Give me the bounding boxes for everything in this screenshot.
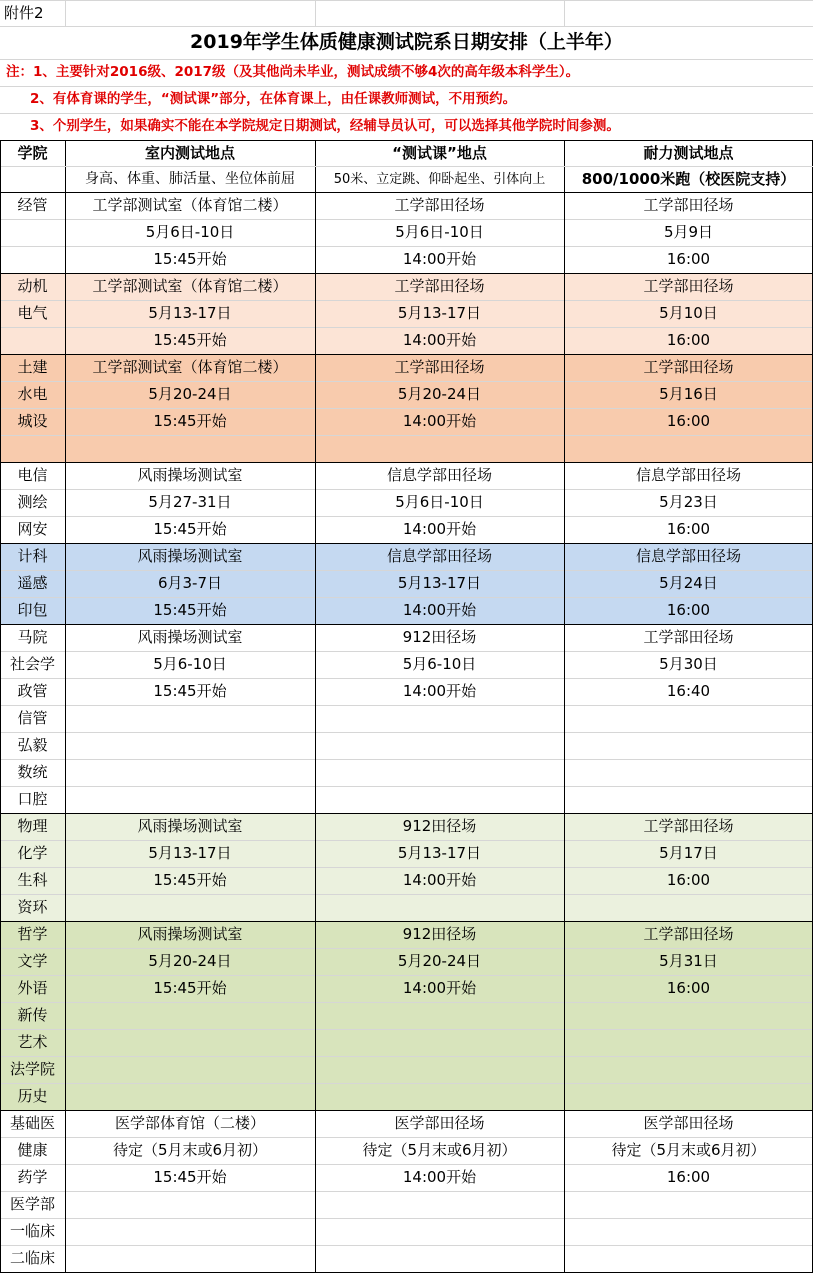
indoor-time: 15:45开始	[153, 871, 227, 889]
class-location: 工学部田径场	[394, 358, 485, 376]
class-time: 14:00开始	[402, 250, 477, 268]
indoor-location: 工学部测试室（体育馆二楼）	[92, 196, 288, 214]
header-class-items: 50米、立定跳、仰卧起坐、引体向上	[333, 171, 546, 187]
indoor-time: 15:45开始	[153, 520, 227, 538]
endurance-time: 16:00	[666, 250, 711, 268]
class-location: 医学部田径场	[394, 1114, 485, 1132]
endurance-location: 工学部田径场	[643, 628, 734, 646]
gridline	[0, 1056, 813, 1057]
gridline	[0, 0, 813, 1]
page-title: 2019年学生体质健康测试院系日期安排（上半年）	[190, 31, 623, 53]
college-name: 历史	[17, 1087, 48, 1105]
indoor-location: 工学部测试室（体育馆二楼）	[92, 277, 288, 295]
college-name: 艺术	[17, 1033, 48, 1051]
header-endurance-items: 800/1000米跑（校医院支持）	[581, 169, 796, 188]
class-location: 信息学部田径场	[386, 547, 492, 565]
indoor-location: 风雨操场测试室	[137, 925, 243, 943]
class-time: 14:00开始	[402, 412, 477, 430]
indoor-date: 5月20-24日	[148, 385, 232, 403]
gridline	[0, 732, 813, 733]
college-name: 经管	[17, 196, 48, 214]
class-date: 5月6-10日	[402, 655, 477, 673]
class-location: 912田径场	[402, 925, 477, 943]
class-time: 14:00开始	[402, 601, 477, 619]
header-indoor-items: 身高、体重、肺活量、坐位体前屈	[85, 171, 295, 187]
college-name: 外语	[17, 979, 48, 997]
college-name: 社会学	[9, 655, 55, 673]
college-name: 计科	[17, 547, 48, 565]
endurance-date: 5月31日	[659, 952, 718, 970]
college-name: 水电	[17, 385, 48, 403]
class-date: 5月6日-10日	[395, 223, 484, 241]
indoor-date: 6月3-7日	[157, 574, 223, 592]
attachment-label: 附件2	[4, 3, 44, 22]
class-date: 待定（5月末或6月初）	[362, 1141, 517, 1159]
indoor-location: 风雨操场测试室	[137, 817, 243, 835]
indoor-location: 风雨操场测试室	[137, 628, 243, 646]
class-date: 5月6日-10日	[395, 493, 484, 511]
class-location: 信息学部田径场	[386, 466, 492, 484]
endurance-time: 16:00	[666, 412, 711, 430]
endurance-location: 医学部田径场	[643, 1114, 734, 1132]
endurance-time: 16:00	[666, 331, 711, 349]
endurance-date: 5月16日	[659, 385, 718, 403]
endurance-date: 5月17日	[659, 844, 718, 862]
endurance-time: 16:00	[666, 601, 711, 619]
endurance-time: 16:00	[666, 979, 711, 997]
endurance-time: 16:00	[666, 871, 711, 889]
note-3: 3、个别学生，如果确实不能在本学院规定日期测试，经辅导员认可，可以选择其他学院时间参测。	[30, 117, 620, 134]
college-name: 化学	[17, 844, 48, 862]
endurance-location: 工学部田径场	[643, 277, 734, 295]
class-time: 14:00开始	[402, 682, 477, 700]
endurance-date: 5月23日	[659, 493, 718, 511]
endurance-date: 5月30日	[659, 655, 718, 673]
college-name: 马院	[17, 628, 48, 646]
endurance-location: 工学部田径场	[643, 358, 734, 376]
college-name: 测绘	[17, 493, 48, 511]
indoor-date: 5月6-10日	[153, 655, 227, 673]
college-name: 健康	[17, 1141, 48, 1159]
gridline	[0, 786, 813, 787]
indoor-date: 5月20-24日	[148, 952, 232, 970]
college-name: 电信	[17, 466, 48, 484]
endurance-location: 信息学部田径场	[635, 466, 741, 484]
endurance-date: 5月9日	[663, 223, 714, 241]
indoor-date: 5月13-17日	[148, 844, 232, 862]
border-line	[0, 1272, 813, 1273]
indoor-time: 15:45开始	[153, 601, 227, 619]
college-name: 医学部	[9, 1195, 55, 1213]
indoor-date: 5月13-17日	[148, 304, 232, 322]
indoor-location: 工学部测试室（体育馆二楼）	[92, 358, 288, 376]
college-name: 政管	[17, 682, 48, 700]
indoor-location: 风雨操场测试室	[137, 466, 243, 484]
class-time: 14:00开始	[402, 520, 477, 538]
gridline	[315, 0, 316, 26]
college-name: 电气	[17, 304, 48, 322]
indoor-time: 15:45开始	[153, 682, 227, 700]
college-name: 土建	[17, 358, 48, 376]
class-location: 工学部田径场	[394, 196, 485, 214]
endurance-time: 16:00	[666, 520, 711, 538]
college-name: 二临床	[9, 1249, 55, 1267]
college-name: 网安	[17, 520, 48, 538]
endurance-location: 工学部田径场	[643, 196, 734, 214]
college-name: 信管	[17, 709, 48, 727]
indoor-date: 5月27-31日	[148, 493, 232, 511]
class-date: 5月13-17日	[397, 304, 482, 322]
header-college: 学院	[17, 143, 48, 162]
college-name: 动机	[17, 277, 48, 295]
college-name: 药学	[17, 1168, 48, 1186]
gridline	[0, 1029, 813, 1030]
endurance-date: 待定（5月末或6月初）	[611, 1141, 766, 1159]
college-name: 口腔	[17, 790, 48, 808]
college-name: 印包	[17, 601, 48, 619]
class-time: 14:00开始	[402, 1168, 477, 1186]
indoor-time: 15:45开始	[153, 1168, 227, 1186]
gridline	[0, 1218, 813, 1219]
endurance-time: 16:40	[666, 682, 711, 700]
college-name: 文学	[17, 952, 48, 970]
gridline	[0, 759, 813, 760]
college-name: 法学院	[9, 1060, 55, 1078]
indoor-date: 待定（5月末或6月初）	[112, 1141, 268, 1159]
endurance-date: 5月24日	[659, 574, 718, 592]
college-name: 资环	[17, 898, 48, 916]
class-date: 5月13-17日	[397, 844, 482, 862]
college-name: 遥感	[17, 574, 48, 592]
endurance-time: 16:00	[666, 1168, 711, 1186]
note-2: 2、有体育课的学生，“测试课”部分，在体育课上，由任课教师测试，不用预约。	[30, 90, 517, 107]
indoor-location: 医学部体育馆（二楼）	[114, 1114, 265, 1132]
header-endurance: 耐力测试地点	[643, 143, 734, 162]
college-name: 数统	[17, 763, 48, 781]
college-name: 新传	[17, 1006, 48, 1024]
class-time: 14:00开始	[402, 979, 477, 997]
class-date: 5月13-17日	[397, 574, 482, 592]
class-time: 14:00开始	[402, 871, 477, 889]
college-name: 哲学	[17, 925, 48, 943]
indoor-time: 15:45开始	[153, 412, 227, 430]
class-location: 工学部田径场	[394, 277, 485, 295]
class-time: 14:00开始	[402, 331, 477, 349]
gridline	[564, 0, 565, 26]
college-name: 城设	[17, 412, 48, 430]
note-1: 注：1、主要针对2016级、2017级（及其他尚未毕业，测试成绩不够4次的高年级本科学生）。	[6, 63, 580, 80]
header-indoor: 室内测试地点	[144, 143, 235, 162]
endurance-location: 工学部田径场	[643, 925, 734, 943]
gridline	[0, 1083, 813, 1084]
header-class: “测试课”地点	[392, 143, 487, 162]
indoor-date: 5月6日-10日	[145, 223, 235, 241]
indoor-time: 15:45开始	[153, 979, 227, 997]
endurance-location: 工学部田径场	[643, 817, 734, 835]
college-name: 物理	[17, 817, 48, 835]
endurance-date: 5月10日	[659, 304, 718, 322]
class-date: 5月20-24日	[397, 952, 482, 970]
class-location: 912田径场	[402, 628, 477, 646]
indoor-location: 风雨操场测试室	[137, 547, 243, 565]
college-name: 弘毅	[17, 736, 48, 754]
class-date: 5月20-24日	[397, 385, 482, 403]
college-name: 一临床	[9, 1222, 55, 1240]
indoor-time: 15:45开始	[153, 250, 227, 268]
gridline	[0, 1245, 813, 1246]
endurance-location: 信息学部田径场	[635, 547, 741, 565]
class-location: 912田径场	[402, 817, 477, 835]
college-name: 生科	[17, 871, 48, 889]
college-name: 基础医	[9, 1114, 55, 1132]
indoor-time: 15:45开始	[153, 331, 227, 349]
